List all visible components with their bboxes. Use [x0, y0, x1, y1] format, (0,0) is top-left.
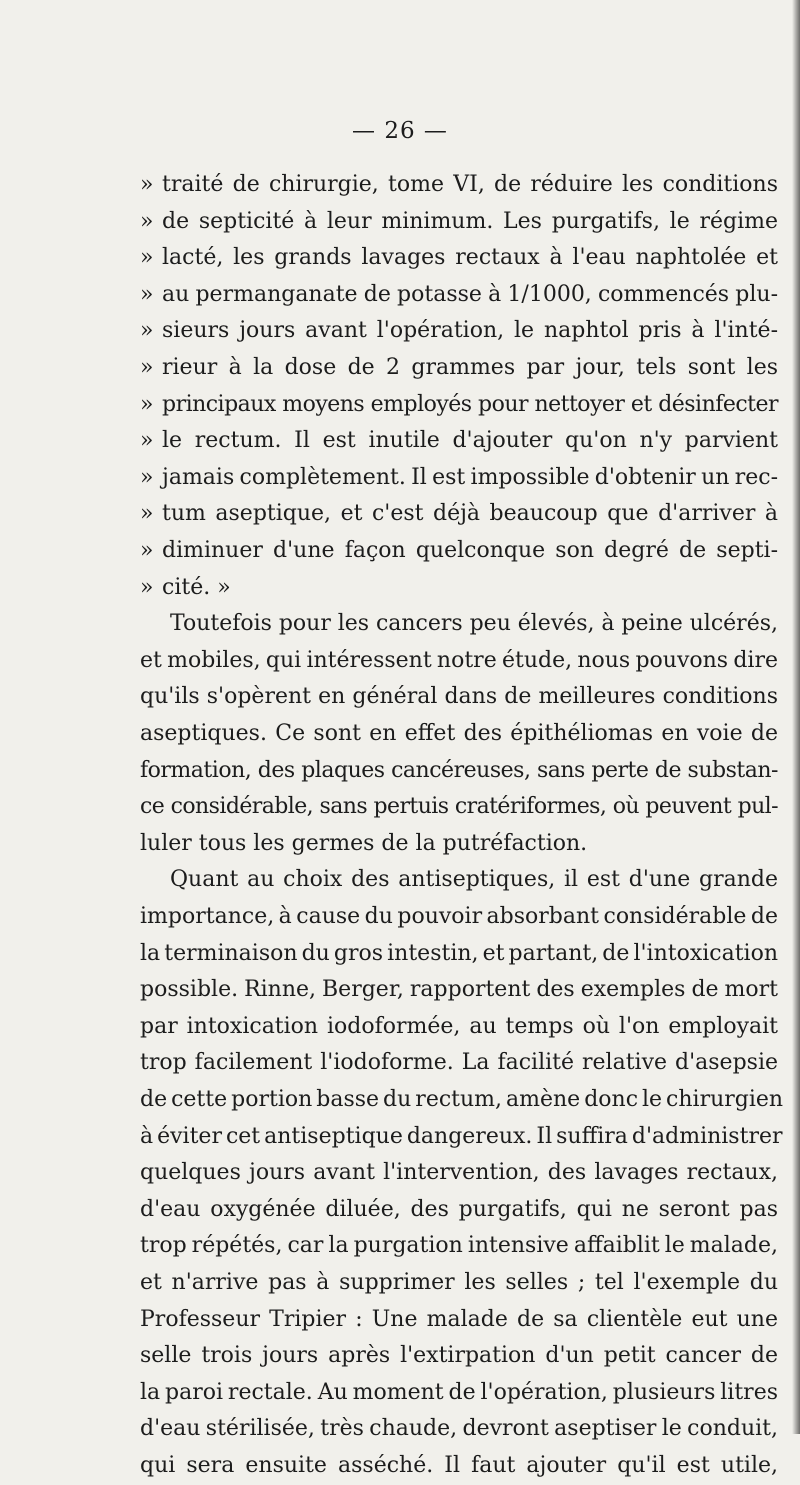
text-line: trop répétés, car la purgation intensive affaiblit le malade,	[140, 1233, 778, 1258]
text-line: selle trois jours après l'extirpation d'un petit cancer de	[140, 1343, 778, 1368]
text-line: » le rectum. Il est inutile d'ajouter qu'on n'y parvient	[140, 428, 778, 453]
text-line: d'eau stérilisée, très chaude, devront aseptiser le conduit,	[140, 1416, 778, 1441]
text-line: » tum aseptique, et c'est déjà beaucoup que d'arriver à	[140, 501, 778, 526]
text-line: qu'ils s'opèrent en général dans de meilleures conditions	[140, 684, 778, 709]
text-line: d'eau oxygénée diluée, des purgatifs, qui ne seront pas	[140, 1197, 778, 1222]
text-line: aseptiques. Ce sont en effet des épithéliomas en voie de	[140, 721, 778, 746]
text-line: par intoxication iodoformée, au temps où l'on employait	[140, 1014, 778, 1039]
text-line: » de septicité à leur minimum. Les purgatifs, le régime	[140, 209, 778, 234]
text-line: de cette portion basse du rectum, amène donc le chirurgien	[140, 1087, 784, 1112]
text-line: » principaux moyens employés pour nettoyer et désinfecter	[140, 392, 778, 417]
text-line: Professeur Tripier : Une malade de sa clientèle eut une	[140, 1307, 778, 1332]
text-line: trop facilement l'iodoforme. La facilité relative d'asepsie	[140, 1050, 778, 1075]
text-line: » traité de chirurgie, tome VI, de réduire les conditions	[140, 172, 778, 197]
text-line: importance, à cause du pouvoir absorbant considérable de	[140, 904, 779, 929]
page-number: — 26 —	[352, 118, 448, 144]
text-line: Toutefois pour les cancers peu élevés, à peine ulcérés,	[170, 611, 778, 636]
text-line: la terminaison du gros intestin, et partant, de l'intoxication	[140, 941, 778, 966]
text-line: » jamais complètement. Il est impossible d'obtenir un rec-	[140, 465, 778, 490]
text-line: et n'arrive pas à supprimer les selles ; tel l'exemple du	[140, 1270, 778, 1295]
text-line: quelques jours avant l'intervention, des lavages rectaux,	[140, 1160, 778, 1185]
text-line: » sieurs jours avant l'opération, le naphtol pris à l'inté-	[140, 318, 778, 343]
text-line: à éviter cet antiseptique dangereux. Il suffira d'administrer	[140, 1124, 783, 1149]
text-line: » lacté, les grands lavages rectaux à l'eau naphtolée et	[140, 245, 778, 270]
text-line: » diminuer d'une façon quelconque son degré de septi-	[140, 538, 778, 563]
text-line: » cité. »	[140, 575, 231, 600]
text-line: » rieur à la dose de 2 grammes par jour, tels sont les	[140, 355, 778, 380]
text-line: » au permanganate de potasse à 1/1000, commencés plu-	[140, 282, 779, 307]
text-line: la paroi rectale. Au moment de l'opération, plusieurs litres	[140, 1380, 778, 1405]
binding-edge-shadow	[792, 0, 800, 1434]
text-line: Quant au choix des antiseptiques, il est d'une grande	[170, 867, 778, 892]
text-line: formation, des plaques cancéreuses, sans perte de substan-	[140, 758, 779, 783]
text-line: et mobiles, qui intéressent notre étude, nous pouvons dire	[140, 648, 778, 673]
text-line: luler tous les germes de la putréfaction.	[140, 831, 588, 856]
text-line: possible. Rinne, Berger, rapportent des exemples de mort	[140, 977, 779, 1002]
text-line: ce considérable, sans pertuis cratériformes, où peuvent pul-	[140, 794, 779, 819]
text-line: qui sera ensuite asséché. Il faut ajouter qu'il est utile,	[140, 1453, 778, 1478]
